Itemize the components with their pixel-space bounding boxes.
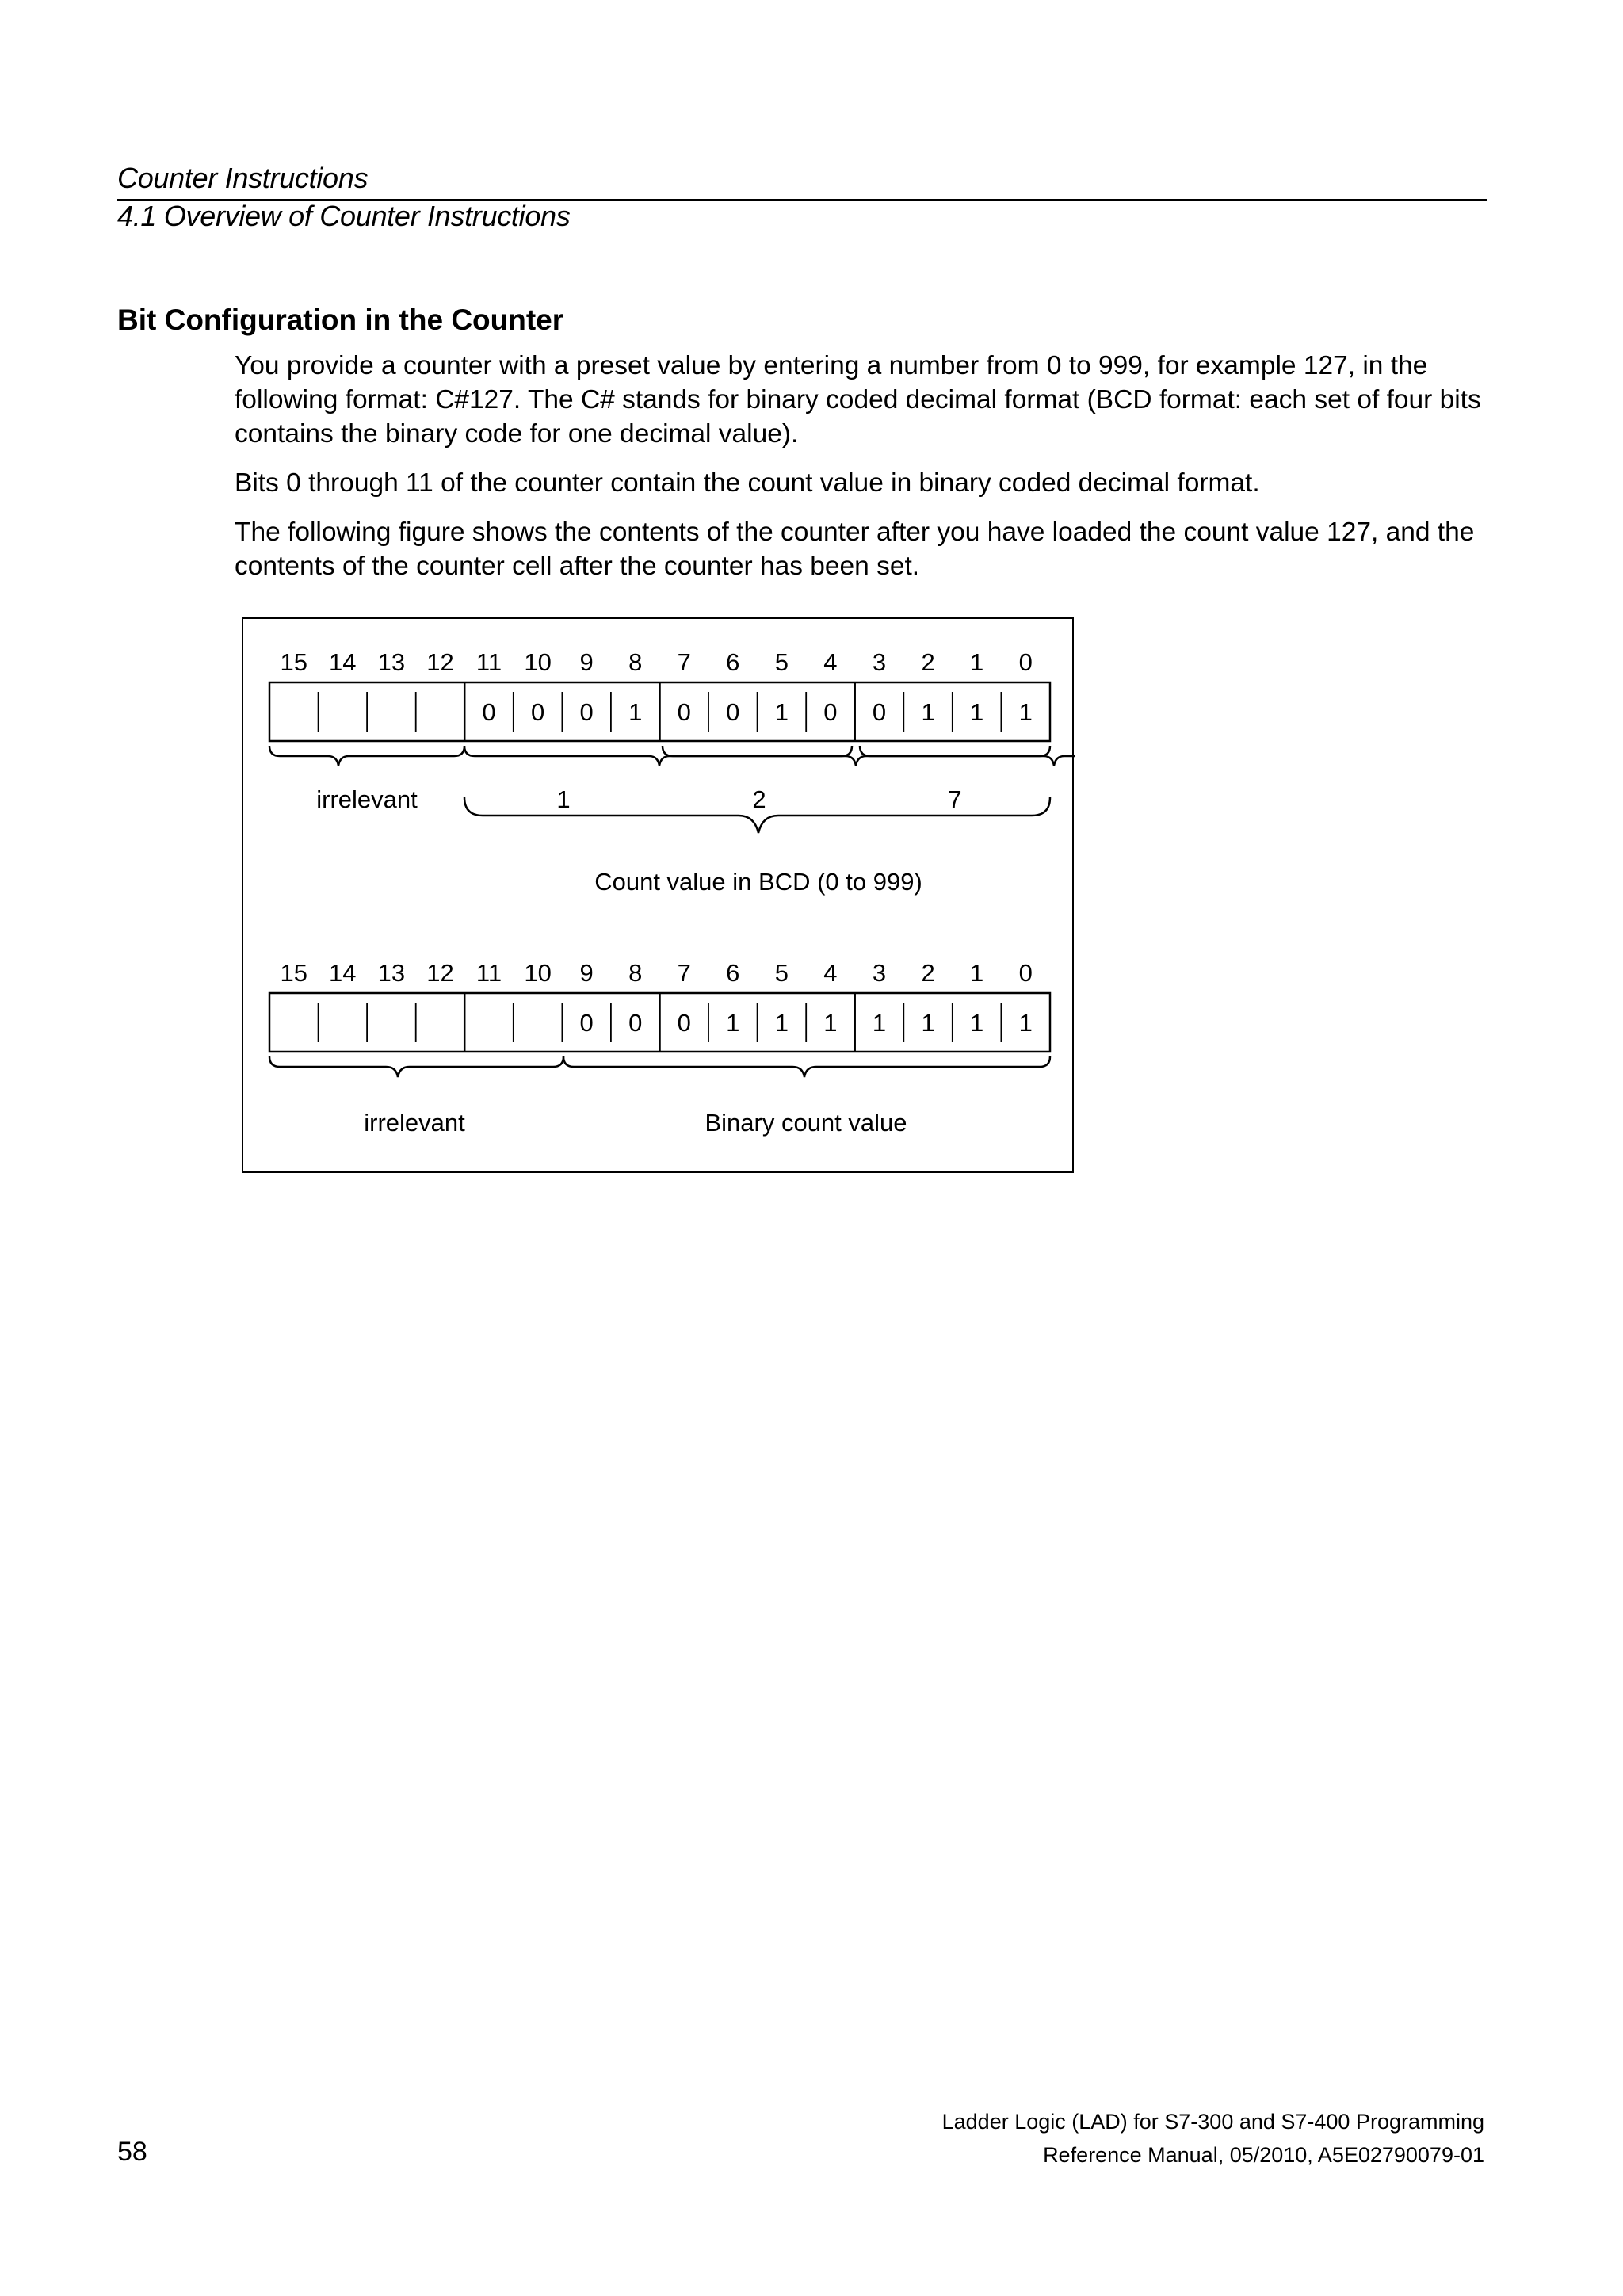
- binary-bit-number-10: 10: [524, 959, 552, 987]
- bcd-bit-number-3: 3: [872, 648, 887, 676]
- page-number: 58: [117, 2137, 147, 2167]
- binary-bit-2-value: 1: [921, 1009, 935, 1037]
- bcd-bit-number-5: 5: [774, 648, 789, 676]
- binary-bit-6-value: 1: [726, 1009, 740, 1037]
- binary-bit-4-value: 1: [823, 1009, 838, 1037]
- bcd-bit-6-value: 0: [726, 698, 740, 726]
- binary-count-label: Binary count value: [705, 1109, 907, 1137]
- bcd-bit-number-2: 2: [921, 648, 935, 676]
- binary-bit-number-11: 11: [475, 959, 502, 987]
- binary-bit-number-2: 2: [921, 959, 935, 987]
- section-title: Bit Configuration in the Counter: [117, 304, 564, 336]
- binary-irrelevant-brace: [269, 1056, 563, 1077]
- binary-bit-number-5: 5: [774, 959, 789, 987]
- bcd-bit-number-11: 11: [475, 648, 502, 676]
- paragraph-figure-intro: The following figure shows the contents of the counter after you have loaded the count value 127, and the contents of the counter cell after the counter has been set.: [235, 518, 1475, 581]
- binary-bit-1-value: 1: [969, 1009, 984, 1037]
- counter-bit-figure: [242, 617, 1074, 1173]
- binary-bit-9-value: 0: [579, 1009, 594, 1037]
- footer-manual-title: Ladder Logic (LAD) for S7-300 and S7-400 Programming: [941, 2110, 1484, 2134]
- bcd-digit-tens: 2: [752, 785, 766, 813]
- bcd-bit-10-value: 0: [530, 698, 545, 726]
- counter-bit-diagram: [243, 619, 1075, 1175]
- bcd-bit-number-15: 15: [280, 648, 308, 676]
- binary-bit-8-value: 0: [628, 1009, 643, 1037]
- binary-bit-0-value: 1: [1018, 1009, 1033, 1037]
- binary-bit-number-15: 15: [280, 959, 308, 987]
- binary-bit-number-1: 1: [969, 959, 984, 987]
- binary-bit-number-12: 12: [426, 959, 454, 987]
- binary-count-brace: [563, 1056, 1050, 1077]
- binary-bit-number-0: 0: [1018, 959, 1033, 987]
- binary-bit-number-9: 9: [579, 959, 594, 987]
- bcd-bit-8-value: 1: [628, 698, 643, 726]
- bcd-bit-number-1: 1: [969, 648, 984, 676]
- binary-bit-7-value: 0: [677, 1009, 691, 1037]
- paragraph-preset-value: You provide a counter with a preset value by entering a number from 0 to 999, for example 127, in the following format: C#127. The C# stands for binary coded decimal format (BCD format: each set of four bits contains the binary code for one decimal value).: [235, 351, 1481, 449]
- bcd-bit-11-value: 0: [482, 698, 496, 726]
- bcd-bit-number-6: 6: [726, 648, 740, 676]
- bcd-bit-9-value: 0: [579, 698, 594, 726]
- bcd-bit-2-value: 1: [921, 698, 935, 726]
- running-header-chapter: Counter Instructions: [117, 162, 369, 194]
- binary-irrelevant-label: irrelevant: [364, 1109, 465, 1137]
- binary-bit-number-6: 6: [726, 959, 740, 987]
- bcd-bit-number-13: 13: [377, 648, 406, 676]
- binary-bit-5-value: 1: [774, 1009, 789, 1037]
- bcd-bit-number-8: 8: [628, 648, 643, 676]
- bcd-bit-5-value: 1: [774, 698, 789, 726]
- bcd-bit-number-4: 4: [823, 648, 838, 676]
- bcd-digit-units: 7: [948, 785, 962, 813]
- digit-brace-3: [860, 746, 1075, 766]
- paragraph-bits-bcd: Bits 0 through 11 of the counter contain the count value in binary coded decimal format.: [235, 468, 1260, 498]
- binary-bit-number-row: [281, 959, 1033, 987]
- bcd-bit-number-10: 10: [524, 648, 552, 676]
- bcd-bit-number-row: [281, 648, 1033, 676]
- bcd-bit-number-14: 14: [329, 648, 357, 676]
- running-header-section: 4.1 Overview of Counter Instructions: [117, 200, 571, 232]
- binary-bit-3-value: 1: [872, 1009, 887, 1037]
- footer-manual-info: Reference Manual, 05/2010, A5E02790079-01: [1043, 2143, 1484, 2167]
- bcd-bit-7-value: 0: [677, 698, 691, 726]
- binary-bit-number-13: 13: [377, 959, 406, 987]
- bcd-bit-1-value: 1: [969, 698, 984, 726]
- bcd-bit-number-7: 7: [677, 648, 691, 676]
- binary-bit-number-14: 14: [329, 959, 357, 987]
- bcd-bit-0-value: 1: [1018, 698, 1033, 726]
- bcd-bit-4-value: 0: [823, 698, 838, 726]
- count-bcd-label: Count value in BCD (0 to 999): [594, 868, 922, 896]
- bcd-bit-number-9: 9: [579, 648, 594, 676]
- binary-bit-number-3: 3: [872, 959, 887, 987]
- bcd-bit-3-value: 0: [872, 698, 887, 726]
- bcd-bit-number-12: 12: [426, 648, 454, 676]
- binary-bit-number-8: 8: [628, 959, 643, 987]
- irrelevant-brace-top: [269, 746, 464, 766]
- binary-bit-number-7: 7: [677, 959, 691, 987]
- binary-bit-number-4: 4: [823, 959, 838, 987]
- bcd-bit-number-0: 0: [1018, 648, 1033, 676]
- bcd-digit-hundreds: 1: [556, 785, 571, 813]
- bcd-irrelevant-label: irrelevant: [316, 785, 418, 813]
